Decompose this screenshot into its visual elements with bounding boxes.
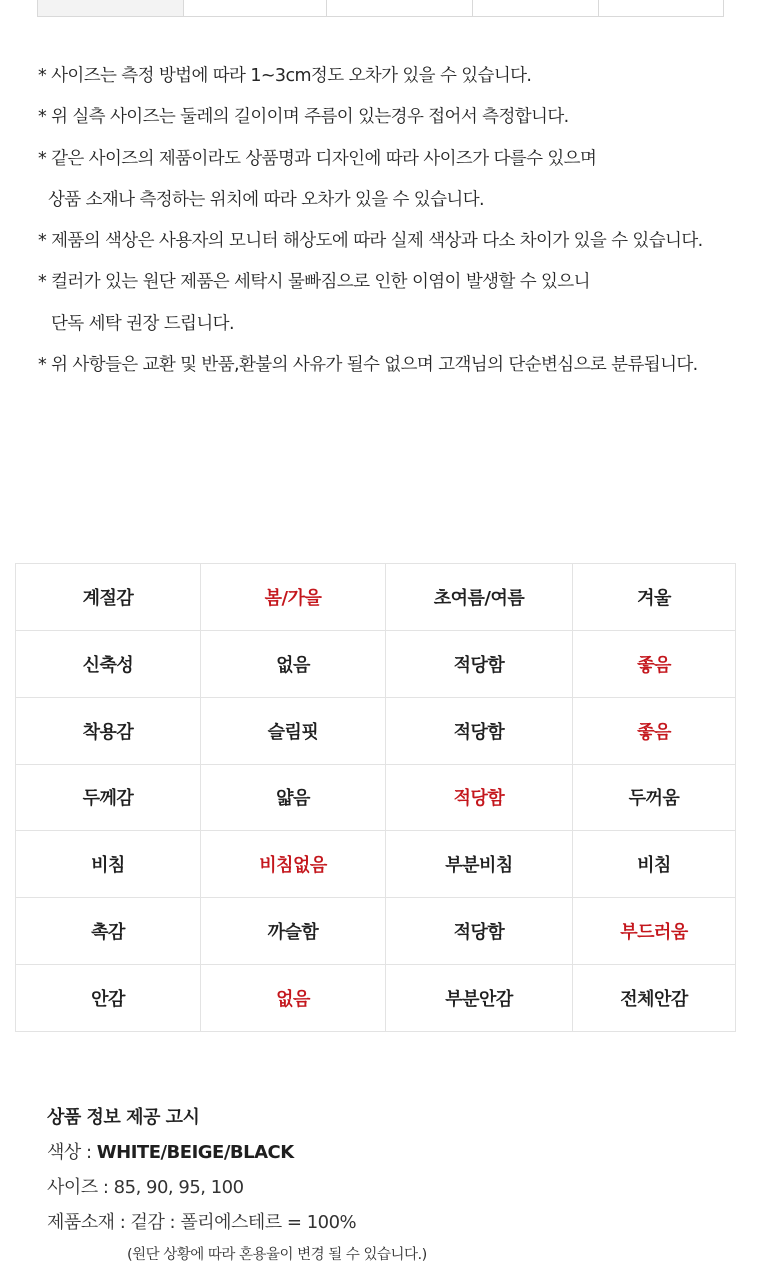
attribute-label: 신축성	[16, 630, 201, 697]
attribute-option: 봄/가을	[201, 564, 386, 631]
attribute-option: 부분안감	[386, 965, 573, 1032]
note-line: * 위 사항들은 교환 및 반품,환불의 사유가 될수 없으며 고객님의 단순변심으로 분류됩니다.	[38, 355, 698, 376]
attribute-option: 슬림핏	[201, 697, 386, 764]
note-line: * 위 실측 사이즈는 둘레의 길이이며 주름이 있는경우 접어서 측정합니다.	[38, 107, 569, 128]
attribute-option: 비침없음	[201, 831, 386, 898]
attribute-option: 적당함	[386, 898, 573, 965]
attribute-label: 촉감	[16, 898, 201, 965]
attribute-option: 얇음	[201, 764, 386, 831]
attribute-option: 부분비침	[386, 831, 573, 898]
size-table-cell	[473, 0, 599, 16]
attribute-row	[16, 965, 736, 1032]
size-table-cell	[599, 0, 723, 16]
attribute-option: 부드러움	[573, 898, 736, 965]
attribute-row	[16, 898, 736, 965]
attribute-label: 비침	[16, 831, 201, 898]
attribute-label: 착용감	[16, 697, 201, 764]
attribute-row	[16, 630, 736, 697]
attribute-option: 적당함	[386, 764, 573, 831]
note-line: * 제품의 색상은 사용자의 모니터 해상도에 따라 실제 색상과 다소 차이가 있을 수 있습니다.	[38, 231, 703, 252]
attribute-label: 안감	[16, 965, 201, 1032]
info-title: 상품 정보 제공 고시	[47, 1107, 200, 1128]
attribute-option: 비침	[573, 831, 736, 898]
info-material-row: 제품소재 : 겉감 : 폴리에스테르 = 100%	[47, 1212, 357, 1233]
attribute-row	[16, 564, 736, 631]
attribute-option: 적당함	[386, 697, 573, 764]
info-color-label: 색상 :	[47, 1142, 97, 1163]
size-notes	[38, 56, 748, 386]
note-line: * 사이즈는 측정 방법에 따라 1~3cm정도 오차가 있을 수 있습니다.	[38, 66, 532, 86]
product-info-notice	[47, 1100, 747, 1270]
product-attribute-table	[15, 563, 736, 1032]
attribute-option: 겨울	[573, 564, 736, 631]
attribute-option: 까슬함	[201, 898, 386, 965]
attribute-row	[16, 697, 736, 764]
info-color-row	[47, 1135, 747, 1170]
attribute-row	[16, 764, 736, 831]
info-size-row: 사이즈 : 85, 90, 95, 100	[47, 1177, 244, 1198]
attribute-option: 전체안감	[573, 965, 736, 1032]
note-line: * 컬러가 있는 원단 제품은 세탁시 물빠짐으로 인한 이염이 발생할 수 있으니	[38, 272, 590, 293]
attribute-option: 좋음	[573, 697, 736, 764]
size-table-header-cell	[38, 0, 184, 16]
attribute-option: 없음	[201, 965, 386, 1032]
info-material-note: (원단 상황에 따라 혼용율이 변경 될 수 있습니다.)	[127, 1247, 427, 1263]
attribute-label: 두께감	[16, 764, 201, 831]
size-table-cell	[327, 0, 473, 16]
note-line: 단독 세탁 권장 드립니다.	[51, 313, 234, 334]
attribute-option: 두꺼움	[573, 764, 736, 831]
note-line: 상품 소재나 측정하는 위치에 따라 오차가 있을 수 있습니다.	[48, 189, 484, 210]
attribute-option: 좋음	[573, 630, 736, 697]
size-table-cell	[184, 0, 327, 16]
attribute-label: 계절감	[16, 564, 201, 631]
note-line: * 같은 사이즈의 제품이라도 상품명과 디자인에 따라 사이즈가 다를수 있으며	[38, 148, 597, 169]
attribute-row	[16, 831, 736, 898]
attribute-option: 적당함	[386, 630, 573, 697]
attribute-option: 초여름/여름	[386, 564, 573, 631]
size-table-cropped	[37, 0, 724, 17]
info-color-value: WHITE/BEIGE/BLACK	[96, 1142, 294, 1163]
attribute-option: 없음	[201, 630, 386, 697]
